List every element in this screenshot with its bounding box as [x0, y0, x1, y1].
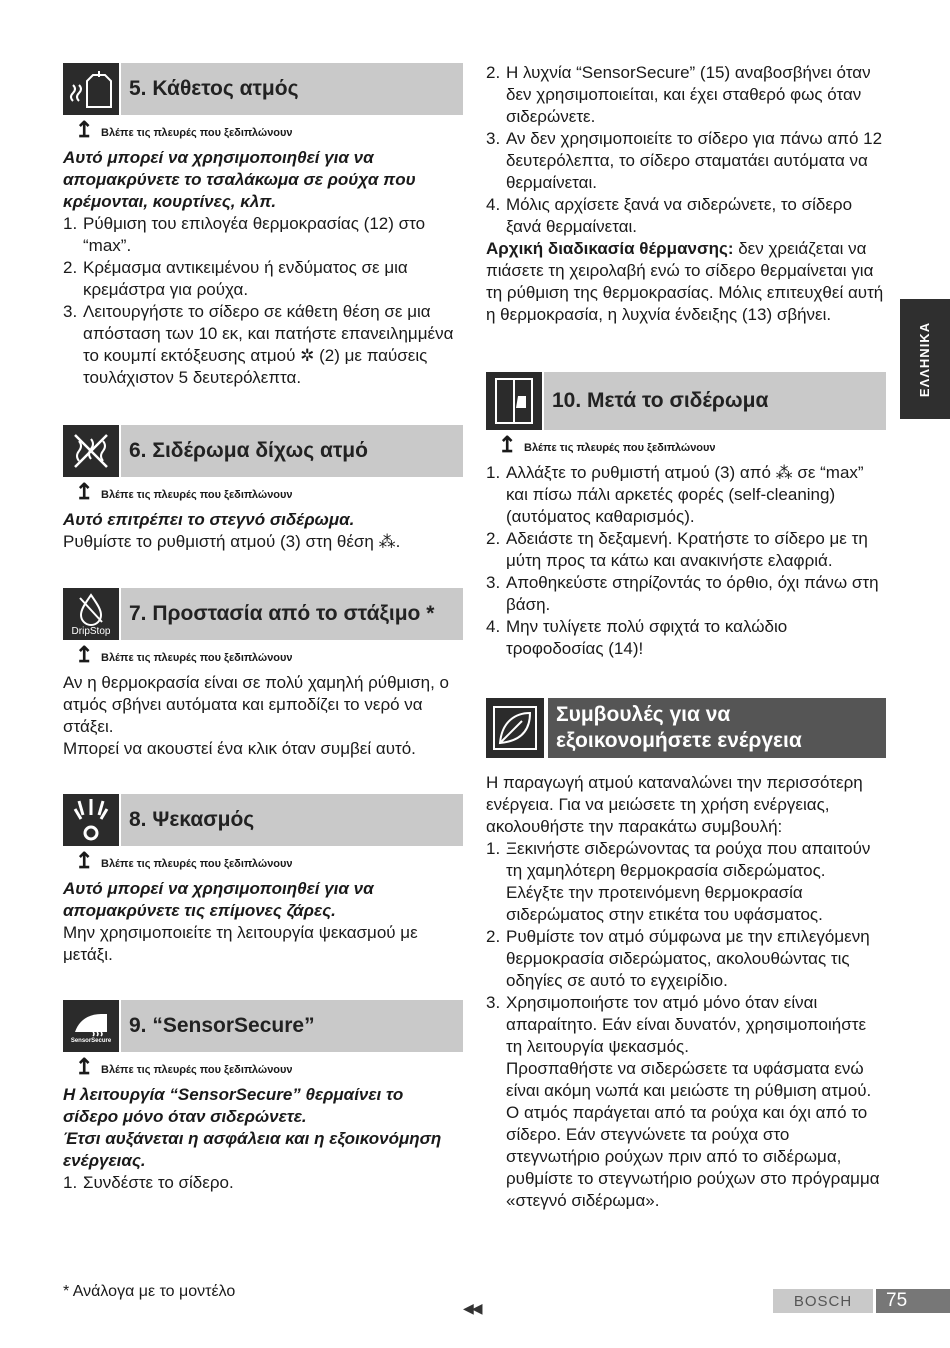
section-drip-stop: [63, 588, 463, 760]
section-header: [486, 698, 886, 758]
section-energy-tips: [486, 698, 886, 1212]
steps-list: [63, 213, 463, 389]
section-intro: Η λειτουργία “SensorSecure” θερμαίνει το σίδερο μόνο όταν σιδερώνετε.: [63, 1085, 404, 1126]
section-intro: Αυτό μπορεί να χρησιμοποιηθεί για να απομακρύνετε τις επίμονες ζάρες.: [63, 879, 374, 920]
section-vertical-steam: [63, 63, 463, 389]
steps-list: [63, 1172, 463, 1194]
section-title: 5. Κάθετος ατμός: [129, 77, 299, 100]
see-flaps-note: ↥ Βλέπε τις πλευρές που ξεδιπλώνουν: [498, 432, 716, 457]
section-text: Ρυθμίστε το ρυθμιστή ατμού (3) στη θέση ⁂.: [63, 532, 401, 551]
list-item: 2. Ρυθμίστε τον ατμό σύμφωνα με την επιλεγόμενη θερμοκρασία σιδερώματος, ακολουθώντας τις οδηγίες σε αυτό το εγχειρίδιο.: [486, 927, 870, 990]
section-header: [63, 63, 463, 115]
see-flaps-note: ↥ Βλέπε τις πλευρές που ξεδιπλώνουν: [75, 1054, 293, 1079]
drip-stop-label: DripStop: [71, 625, 111, 637]
page-number: 75: [876, 1289, 950, 1313]
section-text: Αν η θερμοκρασία είναι σε πολύ χαμηλή ρύθμιση, ο ατμός σβήνει αυτόματα και εμποδίζει το νερό να στάξει.: [63, 673, 449, 736]
list-item: 1. Ρύθμιση του επιλογέα θερμοκρασίας (12) στο “max”.: [63, 214, 426, 255]
arrow-up-icon: ↥: [75, 642, 94, 667]
spray-icon: [63, 794, 119, 846]
section-header: [63, 425, 463, 477]
steps-list: [486, 62, 886, 238]
sensor-secure-label: SensorSecure: [70, 1038, 112, 1044]
section-after-ironing: [486, 372, 886, 660]
list-item: 1. Αλλάξτε το ρυθμιστή ατμού (3) από ⁂ σε “max” και πίσω πάλι αρκετές φορές (self-cleaning) (αυτόματος καθαρισμός).: [486, 463, 864, 526]
vertical-steam-icon: [63, 63, 119, 115]
see-flaps-note: ↥ Βλέπε τις πλευρές που ξεδιπλώνουν: [75, 479, 293, 504]
section-text: Μπορεί να ακουστεί ένα κλικ όταν συμβεί αυτό.: [63, 739, 416, 758]
arrow-up-icon: ↥: [498, 432, 517, 457]
list-item: 2. Κρέμασμα αντικειμένου ή ενδύματος σε μια κρεμάστρα για ρούχα.: [63, 258, 408, 299]
section-intro: Αυτό μπορεί να χρησιμοποιηθεί για να απομακρύνετε το τσαλάκωμα σε ρούχα που κρέμονται, κουρτίνες, κλπ.: [63, 148, 416, 211]
list-item: 4. Μην τυλίγετε πολύ σφιχτά το καλώδιο τροφοδοσίας (14)!: [486, 617, 788, 658]
section-title: 9. “SensorSecure”: [129, 1014, 315, 1037]
brand-label: BOSCH: [773, 1289, 873, 1313]
section-header: [63, 1000, 463, 1052]
footnote: * Ανάλογα με το μοντέλο: [63, 1283, 236, 1300]
section-title: 6. Σιδέρωμα δίχως ατμό: [129, 439, 368, 462]
arrow-up-icon: ↥: [75, 1054, 94, 1079]
list-item: 3. Αποθηκεύστε στηρίζοντάς το όρθιο, όχι πάνω στη βάση.: [486, 573, 879, 614]
leaf-icon: [486, 698, 544, 758]
heating-label: Αρχική διαδικασία θέρμανσης:: [486, 239, 734, 258]
section-title: 7. Προστασία από το στάξιμο *: [129, 602, 435, 625]
list-item: 1. Ξεκινήστε σιδερώνοντας τα ρούχα που απαιτούν τη χαμηλότερη θερμοκρασία σιδερώματος. Ελέγξτε την προτεινόμενη θερμοκρασία σιδερώματος στην ετικέτα του υφάσματος.: [486, 839, 871, 924]
language-tab: ΕΛΛΗΝΙΚΑ: [900, 299, 950, 419]
drip-stop-icon: [63, 588, 119, 640]
section-intro: Έτσι αυξάνεται η ασφάλεια και η εξοικονόμηση ενέργειας.: [63, 1129, 442, 1170]
list-item: 3. Λειτουργήστε το σίδερο σε κάθετη θέση σε μια απόσταση των 10 εκ, και πατήστε επανειλημμένα το κουμπί εκτόξευσης ατμού ✲ (2) με παύσεις τουλάχιστον 5 δευτερόλεπτα.: [63, 302, 454, 387]
section-title: 10. Μετά το σιδέρωμα: [552, 389, 769, 412]
tips-title: Συμβουλές για να εξοικονομήσετε ενέργεια: [548, 698, 886, 758]
see-flaps-note: ↥ Βλέπε τις πλευρές που ξεδιπλώνουν: [75, 642, 293, 667]
list-item: 4. Μόλις αρχίσετε ξανά να σιδερώνετε, το σίδερο ξανά θερμαίνεται.: [486, 195, 853, 236]
sensor-secure-icon: [63, 1000, 119, 1052]
section-header: [63, 588, 463, 640]
see-flaps-note: ↥ Βλέπε τις πλευρές που ξεδιπλώνουν: [75, 848, 293, 873]
steps-list: [486, 838, 886, 1058]
arrow-up-icon: ↥: [75, 117, 94, 142]
sensor-secure-continued: [486, 62, 886, 326]
arrow-up-icon: ↥: [75, 848, 94, 873]
tips-extra: Προσπαθήστε να σιδερώσετε τα υφάσματα ενώ είναι ακόμη νωπά και μειώστε τη ρύθμιση ατμού. Ο ατμός παράγεται από τα ρούχα και όχι από το σίδερο. Εάν στεγνώνετε τα ρούχα στο στεγνωτήριο ρούχων πριν από το σιδέρωμα, ρυθμίστε το στεγνωτήριο ρούχων στο πρόγραμμα «στεγνό σιδέρωμα».: [506, 1059, 880, 1210]
list-item: 2. Αδειάστε τη δεξαμενή. Κρατήστε το σίδερο με τη μύτη προς τα κάτω και ανακινήστε ελαφριά.: [486, 529, 868, 570]
list-item: 3. Αν δεν χρησιμοποιείτε το σίδερο για πάνω από 12 δευτερόλεπτα, το σίδερο σταματάει αυτόματα να θερμαίνεται.: [486, 129, 883, 192]
no-steam-icon: [63, 425, 119, 477]
heating-paragraph: Αρχική διαδικασία θέρμανσης: δεν χρειάζεται να πιάσετε τη χειρολαβή ενώ το σίδερο θερμαίνεται για τη ρύθμιση της θερμοκρασίας. Μόλις επιτευχθεί αυτή η θερμοκρασία, η λυχνία ένδειξης (13) σβήνει.: [486, 239, 884, 324]
section-header: [63, 794, 463, 846]
list-item: 2. Η λυχνία “SensorSecure” (15) αναβοσβήνει όταν δεν χρησιμοποιείται, και έχει σταθερό φως όταν σιδερώνετε.: [486, 63, 871, 126]
section-text: Μην χρησιμοποιείτε τη λειτουργία ψεκασμού με μετάξι.: [63, 923, 418, 964]
tips-intro: Η παραγωγή ατμού καταναλώνει την περισσότερη ενέργεια. Για να μειώσετε τη χρήση ενέργειας, ακολουθήστε την παρακάτω συμβουλή:: [486, 773, 863, 836]
section-spray: [63, 794, 463, 966]
section-title: 8. Ψεκασμός: [129, 808, 255, 831]
steps-list: [486, 462, 886, 660]
nav-arrows-icon: ◀◀: [463, 1300, 481, 1316]
section-dry-ironing: [63, 425, 463, 553]
see-flaps-note: ↥ Βλέπε τις πλευρές που ξεδιπλώνουν: [75, 117, 293, 142]
arrow-up-icon: ↥: [75, 479, 94, 504]
section-intro: Αυτό επιτρέπει το στεγνό σιδέρωμα.: [63, 510, 355, 529]
list-item: 1. Συνδέστε το σίδερο.: [63, 1173, 234, 1192]
storage-cabinet-icon: [486, 372, 542, 430]
section-header: [486, 372, 886, 430]
section-sensor-secure: [63, 1000, 463, 1194]
list-item: 3. Χρησιμοποιήστε τον ατμό μόνο όταν είναι απαραίτητο. Εάν είναι δυνατόν, χρησιμοποιήστε τη λειτουργία ψεκασμός.: [486, 993, 867, 1056]
